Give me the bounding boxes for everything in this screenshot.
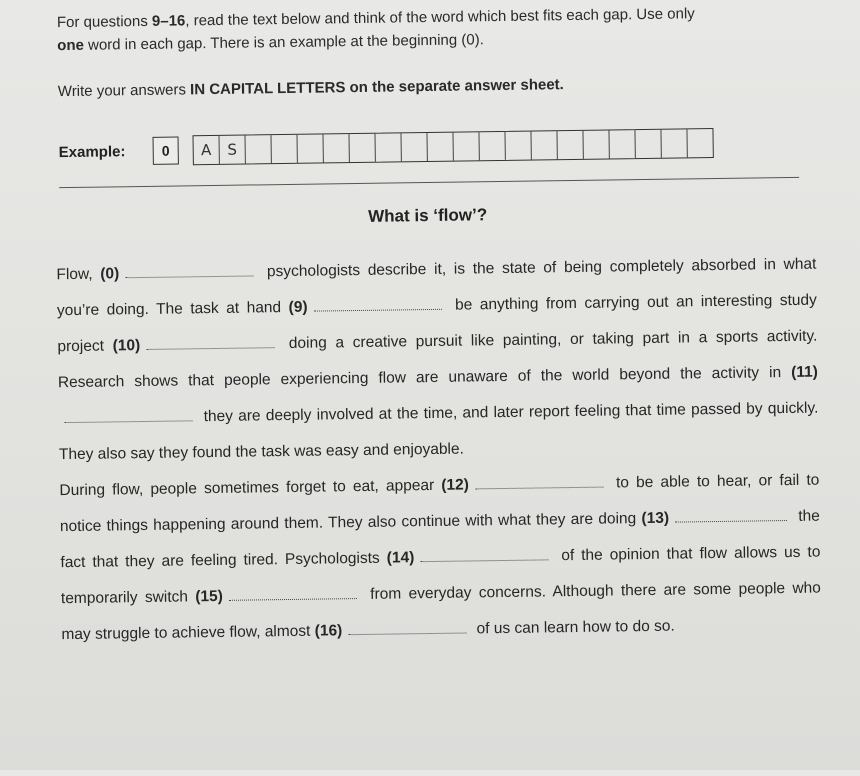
example-letter-cell [687, 129, 712, 157]
example-letter-cell: A [194, 136, 220, 164]
example-letter-cell [505, 132, 531, 160]
passage-text: psychologists describe it, is the state of being completely absorbed in what you’re doing. The task at hand [56, 255, 817, 320]
example-letter-cell [323, 134, 349, 162]
passage-text: be anything from carrying out an interesting study project [57, 291, 817, 356]
passage-text: from everyday concerns. Although there are some people who may struggle to achieve flow, almost [61, 579, 821, 644]
answer-gap[interactable] [64, 408, 192, 423]
passage-text: of us can learn how to do so. [472, 617, 675, 638]
example-letter-cell [349, 134, 375, 162]
example-answer-grid [192, 128, 713, 165]
passage-text: of the opinion that flow allows us to temporarily switch [60, 543, 821, 608]
answer-gap[interactable] [313, 297, 441, 312]
example-letter-cell: S [220, 136, 246, 164]
answer-instructions-emphasis: IN CAPITAL LETTERS on the separate answer sheet. [190, 76, 564, 99]
example-letter-cell [375, 133, 401, 161]
answer-instructions-text: Write your answers [57, 81, 191, 101]
example-letter-cell [609, 130, 635, 158]
answer-gap[interactable] [675, 508, 787, 523]
example-letter-cell [583, 130, 609, 158]
answer-gap[interactable] [420, 547, 548, 562]
question-number: (10) [112, 337, 141, 355]
divider [59, 177, 799, 188]
question-number: (12) [441, 476, 470, 494]
answer-gap[interactable] [125, 263, 253, 278]
example-letter-cell [531, 131, 557, 159]
passage-text: Flow, [56, 265, 101, 284]
paragraph-1 [56, 247, 819, 474]
answer-gap[interactable] [229, 586, 357, 601]
example-letter-cell [479, 132, 505, 160]
example-letter-cell [297, 134, 323, 162]
answer-instructions [58, 73, 798, 100]
example-letter-cell [453, 132, 479, 160]
question-number: (14) [386, 549, 415, 567]
question-range: 9–16 [151, 12, 186, 30]
instructions [57, 1, 798, 57]
instructions-text: For questions [56, 12, 153, 32]
question-number: (9) [288, 298, 308, 316]
passage-text: the fact that they are feeling tired. Psychologists [60, 507, 820, 572]
question-number: (13) [641, 509, 670, 528]
example-letter-cell [271, 135, 297, 163]
question-number: (15) [195, 587, 224, 606]
passage-text: to be able to hear, or fail to notice things happening around them. They also continue with what they are doing [59, 471, 820, 536]
example-row [59, 128, 714, 167]
passage-text: doing a creative pursuit like painting, or taking part in a sports activity. Research shows that people experiencing flow are unaware of the world beyond the activity in [57, 327, 818, 392]
instructions-text: word in each gap. There is an example at the beginning (0). [83, 31, 484, 54]
instructions-text: , read the text below and think of the word which best fits each gap. Use only [185, 5, 695, 30]
example-label: Example: [58, 142, 126, 161]
question-number: (16) [314, 622, 343, 640]
question-number: (0) [100, 265, 120, 283]
example-number-box: 0 [153, 136, 179, 164]
answer-gap[interactable] [146, 335, 274, 350]
example-letter-cell [661, 129, 687, 157]
passage-text: they are deeply involved at the time, and later report feeling that time passed by quickly. They also say they found the task was easy and enjoyable. [58, 399, 819, 464]
paragraph-2 [59, 463, 821, 654]
passage-title: What is ‘flow’? [368, 205, 488, 226]
passage-text: During flow, people sometimes forget to eat, appear [59, 476, 442, 500]
answer-gap[interactable] [348, 621, 466, 636]
example-letter-cell [557, 131, 583, 159]
question-number: (11) [791, 363, 818, 381]
instructions-emphasis: one [57, 36, 85, 55]
example-letter-cell [245, 135, 271, 163]
example-letter-cell [401, 133, 427, 161]
example-letter-cell [635, 130, 661, 158]
example-letter-cell [427, 133, 453, 161]
answer-gap[interactable] [475, 475, 603, 490]
